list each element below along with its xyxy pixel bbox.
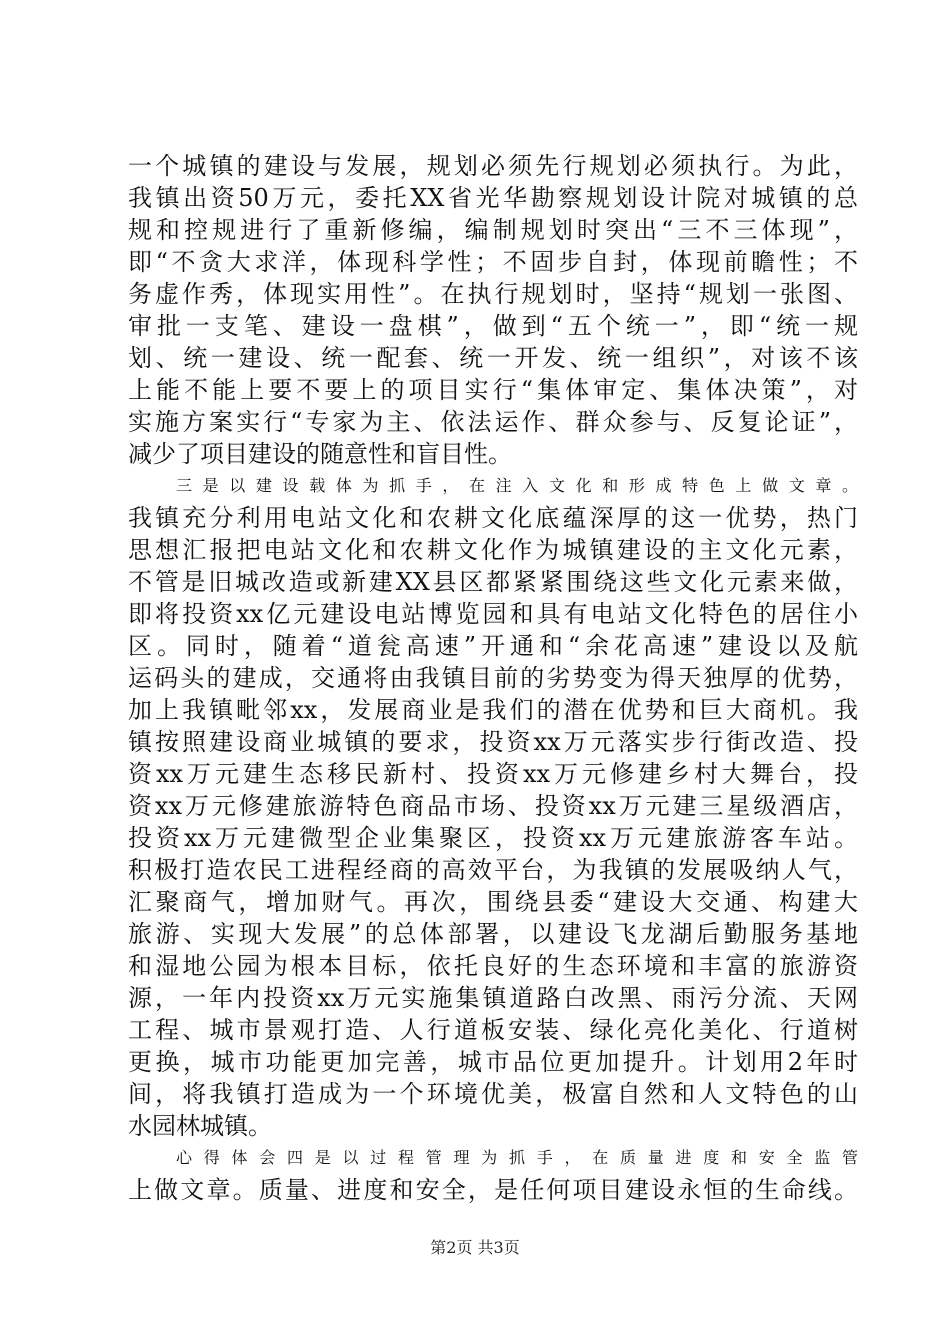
text-line: 加上我镇毗邻xx，发展商业是我们的潜在优势和巨大商机。我 bbox=[128, 696, 858, 724]
text-line: 运码头的建成，交通将由我镇目前的劣势变为得天独厚的优势， bbox=[128, 664, 858, 692]
text-line: 上做文章。质量、进度和安全，是任何项目建设永恒的生命线。 bbox=[128, 1176, 858, 1204]
text-line: 旅游、实现大发展”的总体部署，以建设飞龙湖后勤服务基地 bbox=[128, 920, 858, 948]
text-line: 我镇出资50万元，委托XX省光华勘察规划设计院对城镇的总 bbox=[128, 184, 858, 212]
text-line: 上能不能上要不要上的项目实行“集体审定、集体决策”，对 bbox=[128, 376, 858, 404]
text-line: 即将投资xx亿元建设电站博览园和具有电站文化特色的居住小 bbox=[128, 600, 858, 628]
document-body bbox=[128, 150, 858, 1206]
text-line: 一个城镇的建设与发展，规划必须先行规划必须执行。为此， bbox=[128, 152, 858, 180]
text-line: 工程、城市景观打造、人行道板安装、绿化亮化美化、行道树 bbox=[128, 1016, 858, 1044]
text-line: 减少了项目建设的随意性和盲目性。 bbox=[128, 440, 512, 468]
page-footer bbox=[0, 1238, 950, 1258]
text-line: 水园林城镇。 bbox=[128, 1112, 272, 1140]
text-line: 汇聚商气，增加财气。再次，围绕县委“建设大交通、构建大 bbox=[128, 888, 858, 916]
text-line: 我镇充分利用电站文化和农耕文化底蕴深厚的这一优势，热门 bbox=[128, 504, 858, 532]
text-line: 镇按照建设商业城镇的要求，投资xx万元落实步行街改造、投 bbox=[128, 728, 858, 756]
text-line: 划、统一建设、统一配套、统一开发、统一组织”，对该不该 bbox=[128, 344, 858, 372]
text-line: 心得体会四是以过程管理为抓手，在质量进度和安全监管 bbox=[176, 1148, 858, 1167]
page-indicator: 第2页 共3页 bbox=[430, 1238, 520, 1257]
text-line: 不管是旧城改造或新建XX县区都紧紧围绕这些文化元素来做， bbox=[128, 568, 858, 596]
text-line: 思想汇报把电站文化和农耕文化作为城镇建设的主文化元素， bbox=[128, 536, 858, 564]
text-line: 间，将我镇打造成为一个环境优美，极富自然和人文特色的山 bbox=[128, 1080, 858, 1108]
text-line: 即“不贪大求洋，体现科学性；不固步自封，体现前瞻性；不 bbox=[128, 248, 858, 276]
text-line: 投资xx万元建微型企业集聚区，投资xx万元建旅游客车站。 bbox=[128, 824, 858, 852]
text-line: 积极打造农民工进程经商的高效平台，为我镇的发展吸纳人气， bbox=[128, 856, 858, 884]
text-line: 务虚作秀，体现实用性”。在执行规划时，坚持“规划一张图、 bbox=[128, 280, 858, 308]
text-line: 审批一支笔、建设一盘棋”，做到“五个统一”，即“统一规 bbox=[128, 312, 858, 340]
text-line: 更换，城市功能更加完善，城市品位更加提升。计划用2年时 bbox=[128, 1048, 858, 1076]
text-line: 和湿地公园为根本目标，依托良好的生态环境和丰富的旅游资 bbox=[128, 952, 858, 980]
text-line: 规和控规进行了重新修编，编制规划时突出“三不三体现”， bbox=[128, 216, 858, 244]
text-line: 资xx万元修建旅游特色商品市场、投资xx万元建三星级酒店， bbox=[128, 792, 858, 820]
text-line: 实施方案实行“专家为主、依法运作、群众参与、反复论证”， bbox=[128, 408, 858, 436]
text-line: 资xx万元建生态移民新村、投资xx万元修建乡村大舞台，投 bbox=[128, 760, 858, 788]
text-line: 源，一年内投资xx万元实施集镇道路白改黑、雨污分流、天网 bbox=[128, 984, 858, 1012]
text-line: 区。同时，随着“道瓮高速”开通和“余花高速”建设以及航 bbox=[128, 632, 858, 660]
text-line: 三是以建设载体为抓手，在注入文化和形成特色上做文章。 bbox=[176, 476, 858, 495]
